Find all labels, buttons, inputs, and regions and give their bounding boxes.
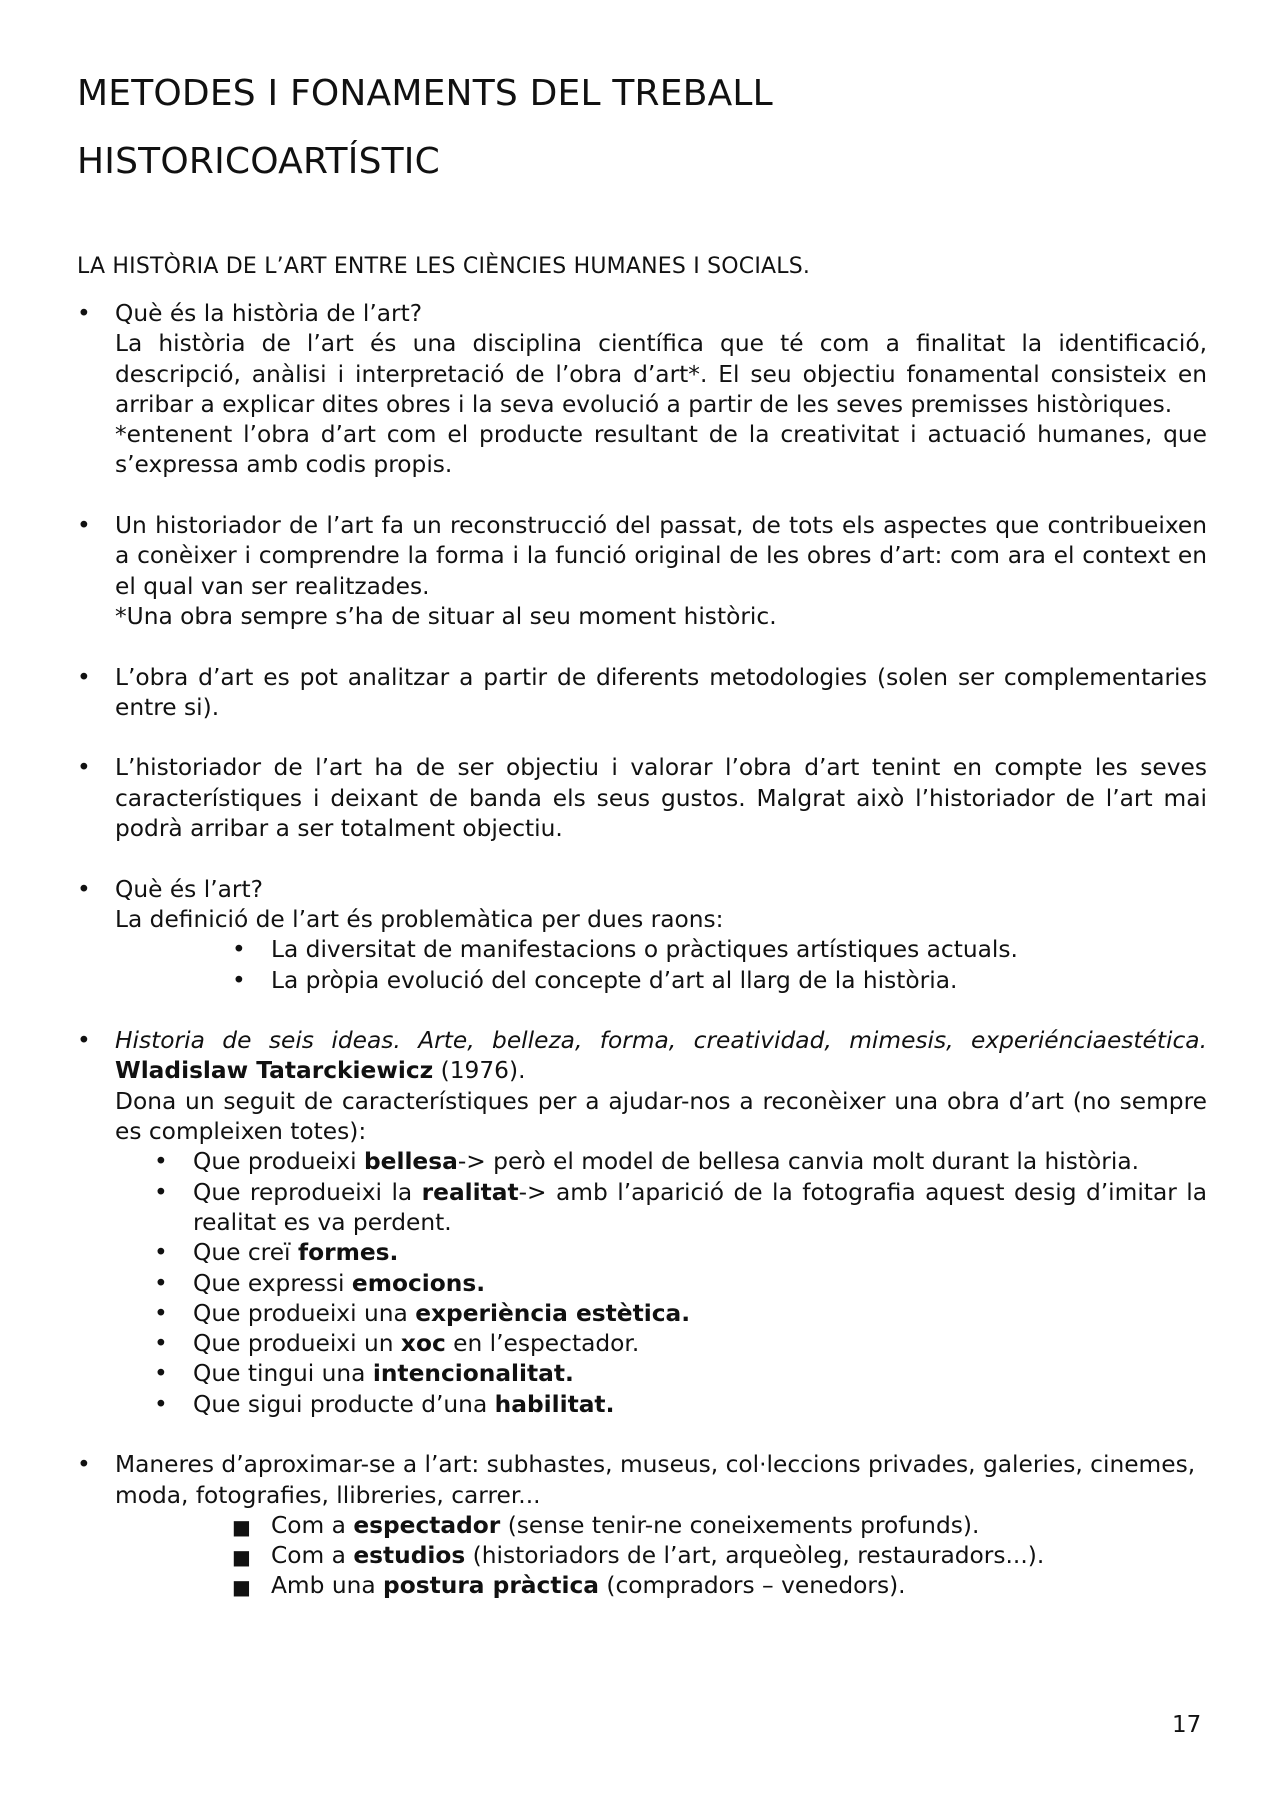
paragraph: • L’obra d’art es pot analitzar a partir de diferents metodologies (solen ser complementaries entre si). (115, 663, 1207, 721)
bullet-historian-reconstruction (77, 511, 1207, 632)
bullet-approaches (77, 1450, 1207, 1601)
list-item: • La diversitat de manifestacions o pràctiques artístiques actuals. (232, 935, 1207, 965)
author: Wladislaw Tatarckiewicz (115, 1057, 434, 1085)
characteristics-list (154, 1147, 1207, 1420)
paragraph: Dona un seguit de característiques per a ajudar-nos a reconèixer una obra d’art (no sempre es compleixen totes): (115, 1087, 1207, 1146)
list-item: • La pròpia evolució del concepte d’art al llarg de la història. (232, 966, 1207, 996)
document-title (77, 60, 1207, 196)
title-line-1: METODES I FONAMENTS DEL TREBALL (77, 73, 773, 114)
page-number: 17 (1172, 1712, 1202, 1738)
year: (1976). (440, 1057, 526, 1085)
list-item: • Que produeixi una experiència estètica. (154, 1299, 1207, 1329)
question: • Què és la història de l’art? (115, 300, 423, 327)
list-item: • Que tingui una intencionalitat. (154, 1359, 1207, 1389)
paragraph: • Maneres d’aproximar-se a l’art: subhastes, museus, col·leccions privades, galeries, cinemes, moda, fotografies, llibreries, carrer... (115, 1451, 1196, 1509)
bullet-methodologies (77, 663, 1207, 724)
paragraph: La definició de l’art és problemàtica per dues raons: (115, 905, 724, 933)
list-item: • Que creï formes. (154, 1238, 1207, 1268)
citation (115, 1026, 1207, 1087)
bullet-what-is-art-history (77, 299, 1207, 481)
document-page (77, 60, 1207, 1632)
list-item: • Que produeixi un xoc en l’espectador. (154, 1329, 1207, 1359)
question: • Què és l’art? (115, 875, 263, 903)
footnote-paragraph: *Una obra sempre s’ha de situar al seu moment històric. (115, 602, 777, 630)
bullet-objectivity (77, 753, 1207, 844)
main-bullet-list (77, 299, 1207, 1602)
title-line-2: HISTORICOARTÍSTIC (77, 141, 440, 182)
list-item: • Que reprodueixi la realitat-> amb l’aparició de la fotografia aquest desig d’imitar la realitat es va perdent. (154, 1178, 1207, 1239)
footnote-paragraph: *entenent l’obra d’art com el producte resultant de la creativitat i actuació humanes, que s’expressa amb codis propis. (115, 421, 1207, 479)
list-item: • Que expressi emocions. (154, 1269, 1207, 1299)
list-item: ■ Com a espectador (sense tenir-ne coneixements profunds). (232, 1511, 1207, 1541)
paragraph: • L’historiador de l’art ha de ser objectiu i valorar l’obra d’art tenint en compte les seves característiques i deixant de banda els seus gustos. Malgrat això l’historiador de l’art mai podrà arribar a ser totalment objectiu. (115, 754, 1207, 843)
list-item: • Que produeixi bellesa-> però el model de bellesa canvia molt durant la història. (154, 1147, 1207, 1177)
bullet-what-is-art (77, 875, 1207, 996)
list-item: ■ Amb una postura pràctica (compradors – venedors). (232, 1571, 1207, 1601)
paragraph: • Un historiador de l’art fa un reconstrucció del passat, de tots els aspectes que contribueixen a conèixer i comprendre la forma i la funció original de les obres d’art: com ara el context en el qual van ser realitzades. (115, 512, 1207, 600)
definition-paragraph: La història de l’art és una disciplina científica que té com a finalitat la identificació, descripció, anàlisi i interpretació de l’obra d’art*. El seu objectiu fonamental consisteix en arribar a explicar dites obres i la seva evolució a partir de les seves premisses històriques. (115, 330, 1207, 418)
list-item: • Que sigui producte d’una habilitat. (154, 1390, 1207, 1420)
book-title: Historia de seis ideas. Arte, belleza, forma, creatividad, mimesis, experiénciaestética. (115, 1027, 1207, 1055)
list-item: ■ Com a estudios (historiadors de l’art, arqueòleg, restauradors...). (232, 1541, 1207, 1571)
approaches-list (232, 1511, 1207, 1602)
section-heading: LA HISTÒRIA DE L’ART ENTRE LES CIÈNCIES HUMANES I SOCIALS. (77, 254, 811, 279)
reasons-list (232, 935, 1207, 996)
bullet-tatarkiewicz (77, 1026, 1207, 1420)
